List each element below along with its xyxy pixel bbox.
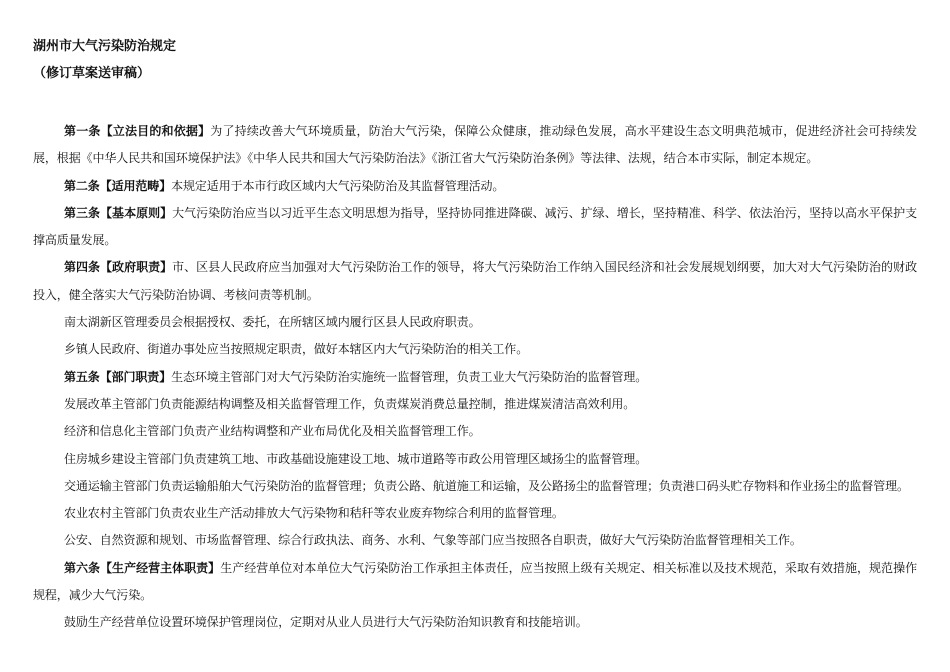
paragraph — [33, 609, 917, 636]
article-heading: 第一条【立法目的和依据】 — [64, 124, 211, 138]
article-heading: 第六条【生产经营主体职责】 — [64, 560, 221, 575]
paragraph — [33, 309, 917, 336]
paragraph — [33, 500, 917, 527]
paragraph — [33, 391, 917, 418]
paragraph-text: 生态环境主管部门对大气污染防治实施统一监督管理，负责工业大气污染防治的监督管理。 — [171, 369, 648, 384]
paragraph-text: 南太湖新区管理委员会根据授权、委托，在所辖区域内履行区县人民政府职责。 — [64, 315, 481, 330]
paragraph — [33, 473, 917, 500]
article-heading: 第二条【适用范畴】 — [64, 178, 172, 193]
paragraph-text: 农业农村主管部门负责农业生产活动排放大气污染物和秸秆等农业废弃物综合利用的监督管理。 — [64, 506, 564, 521]
paragraph-text: 住房城乡建设主管部门负责建筑工地、市政基础设施建设工地、城市道路等市政公用管理区域扬尘的监督管理。 — [64, 451, 648, 466]
article-heading: 第五条【部门职责】 — [64, 369, 172, 384]
paragraph-text: 交通运输主管部门负责运输船舶大气污染防治的监督管理；负责公路、航道施工和运输，及公路扬尘的监督管理；负责港口码头贮存物料和作业扬尘的监督管理。 — [64, 478, 909, 493]
paragraph — [33, 364, 917, 391]
paragraph — [33, 555, 917, 610]
document-body — [33, 118, 917, 637]
paragraph-text: 为了持续改善大气环境质量，防治大气污染，保障公众健康，推动绿色发展，高水平建设生态文明典范城市，促进经济社会可持续发展，根据《中华人民共和国环境保护法》《中华人民共和国大气污染防治法》《浙江省大气污染防治条例》等法律、法规，结合本市实际，制定本规定。 — [33, 124, 917, 166]
paragraph — [33, 527, 917, 554]
document-subtitle: （修订草案送审稿） — [33, 66, 151, 81]
paragraph-text: 生产经营单位对本单位大气污染防治工作承担主体责任，应当按照上级有关规定、相关标准以及技术规范，采取有效措施，规范操作规程，减少大气污染。 — [33, 560, 917, 603]
paragraph — [33, 418, 917, 445]
paragraph — [33, 200, 917, 255]
paragraph — [33, 118, 917, 173]
paragraph — [33, 446, 917, 473]
article-heading: 第四条【政府职责】 — [64, 260, 173, 275]
paragraph-text: 大气污染防治应当以习近平生态文明思想为指导，坚持协同推进降碳、减污、扩绿、增长，坚持精准、科学、依法治污，坚持以高水平保护支撑高质量发展。 — [33, 205, 917, 248]
paragraph — [33, 173, 917, 200]
paragraph-text: 公安、自然资源和规划、市场监督管理、综合行政执法、商务、水利、气象等部门应当按照各自职责，做好大气污染防治监督管理相关工作。 — [64, 533, 802, 548]
paragraph-text: 经济和信息化主管部门负责产业结构调整和产业布局优化及相关监督管理工作。 — [64, 424, 481, 439]
document-title: 湖州市大气污染防治规定 — [33, 39, 177, 54]
paragraph-text: 发展改革主管部门负责能源结构调整及相关监督管理工作，负责煤炭消费总量控制，推进煤炭清洁高效利用。 — [64, 396, 636, 411]
paragraph-text: 本规定适用于本市行政区域内大气污染防治及其监督管理活动。 — [171, 178, 505, 193]
paragraph — [33, 254, 917, 309]
article-heading: 第三条【基本原则】 — [64, 205, 173, 220]
paragraph-text: 乡镇人民政府、街道办事处应当按照规定职责，做好本辖区内大气污染防治的相关工作。 — [64, 342, 529, 357]
paragraph-text: 鼓励生产经营单位设置环境保护管理岗位，定期对从业人员进行大气污染防治知识教育和技能培训。 — [64, 615, 588, 630]
paragraph — [33, 336, 917, 363]
paragraph-text: 市、区县人民政府应当加强对大气污染防治工作的领导，将大气污染防治工作纳入国民经济和社会发展规划纲要，加大对大气污染防治的财政投入，健全落实大气污染防治协调、考核问责等机制。 — [33, 260, 917, 302]
